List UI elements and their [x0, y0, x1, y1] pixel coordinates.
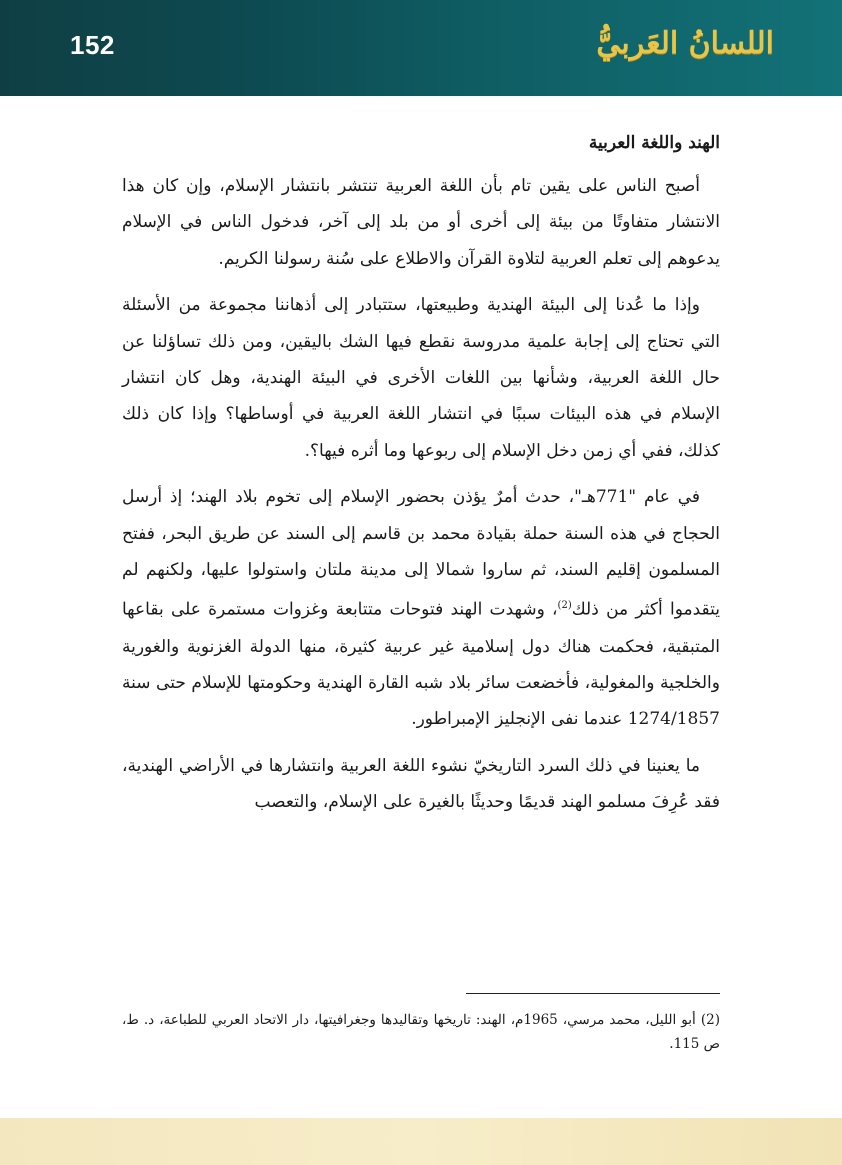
footnote: [122, 1008, 720, 1056]
footnote-text: أبو الليل، محمد مرسي، 1965م، الهند: تاريخها وتقاليدها وجغرافيتها، دار الاتحاد العربي للطباعة، د. ط، ص 115.: [122, 1012, 720, 1052]
footnote-marker: (2): [700, 1012, 720, 1028]
paragraph-3: [122, 479, 720, 738]
footnote-separator: [466, 993, 720, 994]
magazine-logo: اللسانُ العَربيُّ: [596, 26, 774, 61]
paragraph-3-part-2: ، وشهدت الهند فتوحات متتابعة وغزوات مستمرة على بقاعها المتبقية، فحكمت هناك دول إسلامية غير عربية كثيرة، منها الدولة الغزنوية والغورية والخلجية والمغولية، فأخضعت سائر بلاد شبه القارة الهندية وحكومتها للإسلام حتى سنة 1274/1857 عندما نفى الإنجليز الإمبراطور.: [122, 600, 720, 730]
paragraph-2: وإذا ما عُدنا إلى البيئة الهندية وطبيعتها، ستتبادر إلى أذهاننا مجموعة من الأسئلة التي تحتاج إلى إجابة علمية مدروسة نقطع فيها الشك باليقين، ومن ذلك تساؤلنا عن حال اللغة العربية، وشأنها بين اللغات الأخرى في البيئة الهندية، وهل كان انتشار الإسلام في هذه البيئات سببًا في انتشار اللغة العربية في أوساطها؟ وإذا كان ذلك كذلك، ففي أي زمن دخل الإسلام إلى ربوعها وما أثره فيها؟.: [122, 295, 720, 461]
article-body: [122, 128, 720, 821]
paragraph-4: ما يعنينا في ذلك السرد التاريخيّ نشوء اللغة العربية وانتشارها في الأراضي الهندية، فقد عُرِفَ مسلمو الهند قديمًا وحديثًا بالغيرة على الإسلام، والتعصب: [122, 755, 720, 813]
page-footer-band: [0, 1118, 842, 1165]
section-title: الهند واللغة العربية: [588, 133, 720, 153]
page-header-band: [0, 0, 842, 96]
page-number: 152: [70, 30, 115, 60]
footnote-reference[interactable]: (2): [557, 600, 572, 612]
paragraph-3-part-1: في عام "771هـ"، حدث أمرٌ يؤذن بحضور الإسلام إلى تخوم بلاد الهند؛ إذ أرسل الحجاج في هذه السنة حملة بقيادة محمد بن قاسم إلى السند عن طريق البحر، ففتح المسلمون إقليم السند، ثم ساروا شمالا إلى مدينة ملتان واستولوا عليها، ولكنهم لم يتقدموا أكثر من ذلك: [122, 487, 720, 621]
paragraph-1: أصبح الناس على يقين تام بأن اللغة العربية تنتشر بانتشار الإسلام، وإن كان هذا الانتشار متفاوتًا من بيئة إلى أخرى أو من بلد إلى آخر، فدخول الناس في الإسلام يدعوهم إلى تعلم العربية لتلاوة القرآن والاطلاع على سُنة رسولنا الكريم.: [122, 176, 720, 269]
